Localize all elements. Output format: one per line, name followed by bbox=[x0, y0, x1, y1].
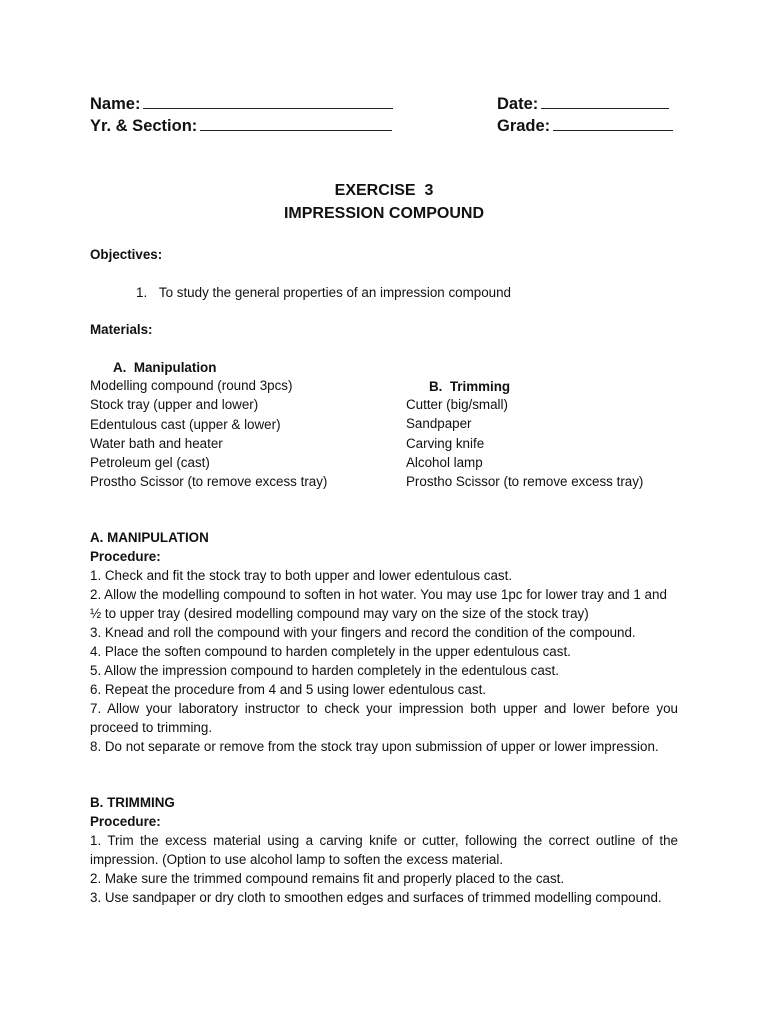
list-item: Edentulous cast (upper & lower) bbox=[90, 416, 281, 432]
procedure-step: 6. Repeat the procedure from 4 and 5 using lower edentulous cast. bbox=[90, 682, 487, 697]
list-item: Sandpaper bbox=[406, 416, 472, 432]
trimming-materials-list bbox=[406, 395, 643, 491]
materials-heading: Materials: bbox=[90, 322, 153, 337]
objective-text: To study the general properties of an impression compound bbox=[158, 285, 511, 300]
procedure-label: Procedure: bbox=[90, 814, 161, 829]
name-label: Name: bbox=[90, 95, 141, 113]
date-label: Date: bbox=[497, 95, 539, 113]
manipulation-subheading: A. Manipulation bbox=[113, 360, 217, 375]
objective-item bbox=[136, 283, 511, 302]
procedure-label: Procedure: bbox=[90, 549, 161, 564]
list-item: Prostho Scissor (to remove excess tray) bbox=[90, 474, 328, 490]
procedure-step: 3. Use sandpaper or dry cloth to smoothen edges and surfaces of trimmed modelling compound. bbox=[90, 890, 662, 905]
list-item: Water bath and heater bbox=[90, 435, 223, 451]
date-field[interactable] bbox=[497, 94, 669, 114]
list-item: Carving knife bbox=[406, 435, 485, 451]
list-item: Alcohol lamp bbox=[406, 454, 483, 470]
list-item: Petroleum gel (cast) bbox=[90, 455, 210, 471]
section-blank-line[interactable] bbox=[200, 116, 392, 131]
grade-field[interactable] bbox=[497, 116, 673, 136]
section-field[interactable] bbox=[90, 116, 392, 136]
section-heading: B. TRIMMING bbox=[90, 795, 175, 810]
section-label: Yr. & Section: bbox=[90, 117, 198, 135]
procedure-step: 7. Allow your laboratory instructor to check your impression both upper and lower before you proceed to trimming. bbox=[90, 701, 678, 735]
section-heading: A. MANIPULATION bbox=[90, 530, 209, 545]
trimming-subheading: B. Trimming bbox=[429, 379, 511, 394]
grade-blank-line[interactable] bbox=[553, 116, 673, 131]
grade-label: Grade: bbox=[497, 117, 551, 135]
trimming-section bbox=[90, 793, 678, 907]
list-item: Stock tray (upper and lower) bbox=[90, 397, 259, 413]
name-field[interactable] bbox=[90, 94, 393, 114]
list-item: Modelling compound (round 3pcs) bbox=[90, 378, 293, 393]
objective-number: 1. bbox=[136, 285, 148, 300]
procedure-step: 4. Place the soften compound to harden completely in the upper edentulous cast. bbox=[90, 644, 571, 659]
procedure-step: 8. Do not separate or remove from the stock tray upon submission of upper or lower impression. bbox=[90, 739, 659, 754]
manipulation-materials-list bbox=[90, 376, 327, 492]
procedure-step: 3. Knead and roll the compound with your fingers and record the condition of the compound. bbox=[90, 625, 636, 640]
procedure-step: 2. Make sure the trimmed compound remains fit and properly placed to the cast. bbox=[90, 871, 565, 886]
list-item: Cutter (big/small) bbox=[406, 397, 508, 412]
exercise-title: EXERCISE 3 bbox=[334, 182, 434, 199]
procedure-step: 1. Check and fit the stock tray to both upper and lower edentulous cast. bbox=[90, 568, 513, 583]
procedure-step: 1. Trim the excess material using a carving knife or cutter, following the correct outline of the impression. (Option to use alcohol lamp to soften the excess material. bbox=[90, 833, 678, 867]
exercise-subtitle: IMPRESSION COMPOUND bbox=[283, 205, 484, 222]
procedure-step: 2. Allow the modelling compound to soften in hot water. You may use 1pc for lower tray and 1 and ½ to upper tray (desired modelling compound may vary on the size of the stock tray) bbox=[90, 587, 667, 621]
name-blank-line[interactable] bbox=[143, 94, 393, 109]
objectives-heading: Objectives: bbox=[90, 247, 163, 262]
date-blank-line[interactable] bbox=[541, 94, 669, 109]
procedure-step: 5. Allow the impression compound to harden completely in the edentulous cast. bbox=[90, 663, 559, 678]
list-item: Prostho Scissor (to remove excess tray) bbox=[406, 474, 644, 490]
manipulation-section bbox=[90, 528, 678, 756]
